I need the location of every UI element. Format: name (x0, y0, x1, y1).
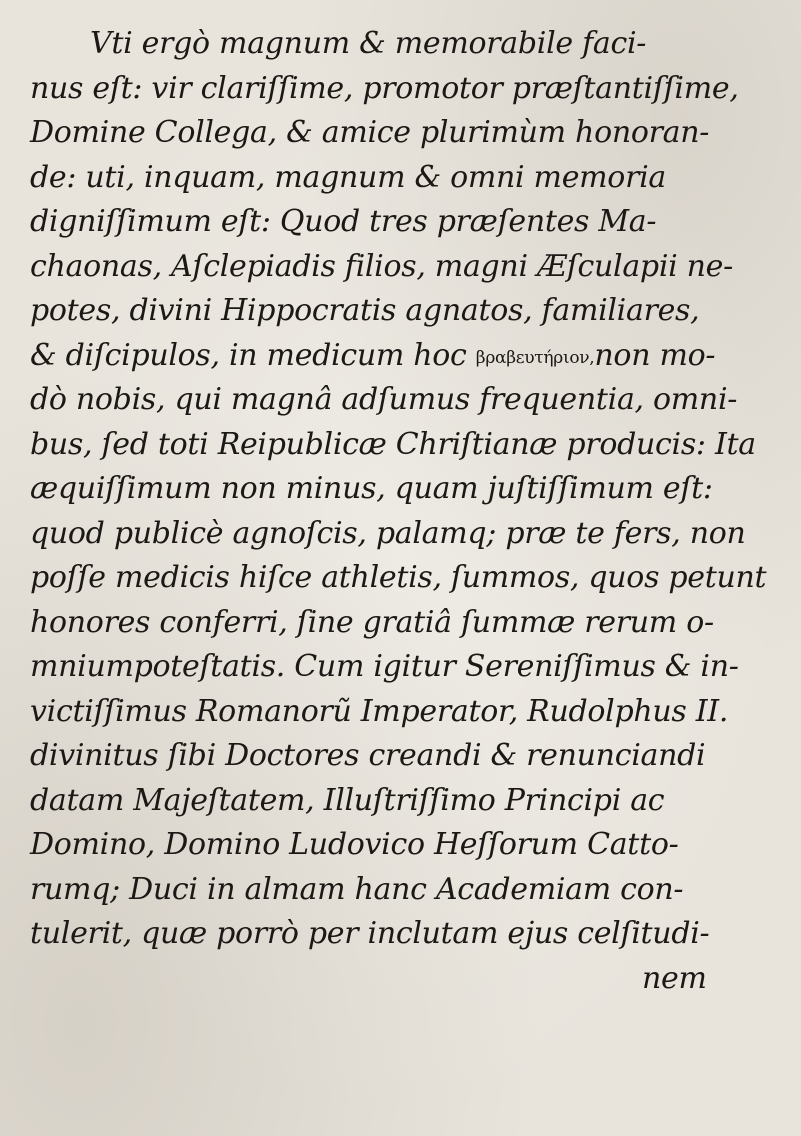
text-line-2: nus eſt: vir clariſſime, promotor præſtantiſſime, (30, 70, 739, 106)
text-line-4: de: uti, inquam, magnum & omni memoria (30, 159, 666, 195)
text-line-6: chaonas, Aſclepiadis filios, magni Æſculapii ne- (30, 248, 733, 284)
greek-word: βραβευτήριον, (475, 347, 595, 368)
text-line-1: Vti ergò magnum & memorabile faci- (90, 26, 647, 61)
text-line-8-end: non mo- (594, 337, 716, 373)
text-line-5: digniſſimum eſt: Quod tres præſentes Ma- (30, 204, 657, 239)
text-line-12: quod publicè agnoſcis, palamq; præ te fers, non (30, 515, 746, 551)
text-line-9: dò nobis, qui magnâ adſumus frequentia, omni- (30, 382, 738, 417)
text-line-15: mniumpoteſtatis. Cum igitur Sereniſſimus & in- (30, 649, 739, 684)
latin-text-block (30, 22, 790, 1001)
text-line-3: Domine Collega, & amice plurimùm honoran- (30, 115, 710, 150)
text-line-14: honores conferri, ſine gratiâ ſummæ rerum o- (30, 604, 714, 640)
text-line-17: divinitus ſibi Doctores creandi & renunciandi (30, 738, 706, 773)
catchword: nem (642, 960, 707, 996)
text-line-21: tulerit, quæ porrò per inclutam ejus celſitudi- (30, 916, 710, 951)
text-line-7: potes, divini Hippocratis agnatos, familiares, (30, 293, 700, 328)
text-line-10: bus, ſed toti Reipublicæ Chriſtianæ producis: Ita (30, 426, 756, 462)
text-line-11: æquiſſimum non minus, quam juſtiſſimum eſt: (30, 471, 713, 506)
text-line-18: datam Majeſtatem, Illuſtriſſimo Principi ac (30, 782, 665, 818)
text-line-16: victiſſimus Romanorũ Imperator, Rudolphus II. (30, 693, 729, 729)
text-line-20: rumq; Duci in almam hanc Academiam con- (30, 871, 684, 907)
text-line-8-start: & diſcipulos, in medicum hoc (30, 337, 467, 373)
text-line-8 (30, 334, 790, 379)
text-line-13: poſſe medicis hiſce athletis, ſummos, quos petunt (30, 560, 767, 595)
text-line-19: Domino, Domino Ludovico Heſſorum Catto- (30, 827, 679, 862)
